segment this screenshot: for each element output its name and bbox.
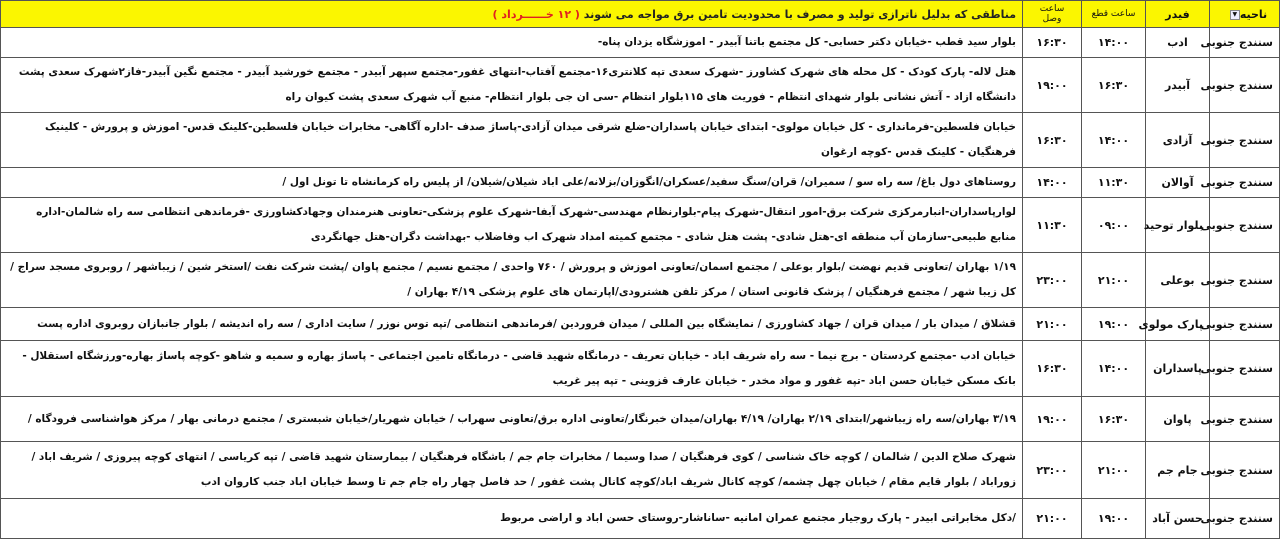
title-text: مناطقی که بدلیل ناترازی تولید و مصرف با محدودیت تامین برق مواجه می شوند [583,7,1016,21]
areas-cell: خیابان ادب -مجتمع کردستان - برج نیما - سه راه شریف اباد - خیابان تعریف - درمانگاه شهید قاضی - درمانگاه تامین اجتماعی - پاساژ بهاره و سمیه و شاهو -کوچه پاساژ بهاره-ورزشگاه استقلال - بانک مسکن خیابان حسن اباد -تپه غفور و مواد مخدر - خیابان عارف قزوینی - تپه پیر غریب [1,341,1023,397]
areas-cell: ۳/۱۹ بهاران/سه راه زیباشهر/ابتدای ۲/۱۹ بهاران/ ۴/۱۹ بهاران/میدان خبرنگار/تعاونی اداره برق/تعاونی سهراب / خیابان شهریار/خیابان شبستری / مجتمع درمانی بهار / مرکز هواشناسی فرودگاه / [1,397,1023,442]
cut-time-cell: ۰۹:۰۰ [1082,198,1146,253]
feeder-cell: پارک مولوی [1146,308,1210,341]
table-row [1,253,1280,308]
table-row [1,198,1280,253]
feeder-cell: جام جم [1146,442,1210,499]
region-cell: سنندج جنوبی [1210,58,1280,113]
header-row [1,1,1280,28]
cut-time-cell: ۲۱:۰۰ [1082,253,1146,308]
areas-cell: ۱/۱۹ بهاران /تعاونی قدیم نهضت /بلوار بوعلی / مجتمع اسمان/تعاونی اموزش و پرورش / ۷۶۰ واحدی / مجتمع نسیم / مجتمع پاوان /پشت شرکت نفت /استخر شین / زیباشهر / روبروی مسجد سراج / کل زیبا شهر / مجتمع فرهنگیان / پزشک قانونی استان / مرکز تلفن هشترودی/اپارتمان های علوم پزشکی ۴/۱۹ بهاران / [1,253,1023,308]
filter-icon[interactable]: ▼ [1230,10,1240,20]
cut-time-cell: ۱۹:۰۰ [1082,308,1146,341]
areas-cell: روستاهای دول باغ/ سه راه سو / سمیران/ قران/سنگ سفید/عسکران/انگوزان/بزلانه/علی اباد شیلان/شیلان/ از پلیس راه کرمانشاه تا تونل اول / [1,168,1023,198]
restore-time-cell: ۱۴:۰۰ [1023,168,1082,198]
feeder-cell: آبیدر [1146,58,1210,113]
cut-time-cell: ۱۹:۰۰ [1082,499,1146,539]
title-date: ( ۱۲ خــــــرداد ) [492,7,580,21]
restore-time-cell: ۱۶:۳۰ [1023,341,1082,397]
header-restore-time: ساعت وصل [1023,1,1082,28]
restore-time-cell: ۱۶:۳۰ [1023,28,1082,58]
table-row [1,113,1280,168]
areas-cell: هتل لاله- پارک کودک - کل محله های شهرک کشاورز -شهرک سعدی تپه کلانتری۱۶-مجتمع آفتاب-انتهای غفور-مجتمع سپهر آبیدر - مجتمع خورشید آبیدر - مجتمع نگین آبیدر-فاز۲شهرک سعدی پشت دانشگاه ازاد - آتش نشانی بلوار شهدای انتظام - فوریت های ۱۱۵بلوار انتظام -سی ان جی بلوار انتظام- منبع آب شهرک سعدی پشت کیوان راه [1,58,1023,113]
feeder-cell: بوعلی [1146,253,1210,308]
region-cell: سنندج جنوبی [1210,198,1280,253]
header-feeder: فیدر [1146,1,1210,28]
table-row [1,308,1280,341]
region-cell: سنندج جنوبی [1210,341,1280,397]
areas-cell: قشلاق / میدان بار / میدان قران / جهاد کشاورزی / نمایشگاه بین المللی / میدان فروردین /فرماندهی انتظامی /تپه توس نوزر / سایت اداری / سه راه اندیشه / بلوار جانبازان روبروی اداره پست [1,308,1023,341]
feeder-cell: حسن آباد [1146,499,1210,539]
table-row [1,168,1280,198]
areas-cell: خیابان فلسطین-فرمانداری - کل خیابان مولوی- ابتدای خیابان پاسداران-ضلع شرقی میدان آزادی-پاساژ صدف -اداره آگاهی- مخابرات خیابان فلسطین-کلینک قدس- اموزش و پرورش - کلینیک فرهنگیان - کلینک قدس -کوچه ارغوان [1,113,1023,168]
region-cell: سنندج جنوبی [1210,442,1280,499]
region-cell: سنندج جنوبی [1210,113,1280,168]
header-title [1,1,1023,28]
feeder-cell: ادب [1146,28,1210,58]
table-row [1,28,1280,58]
areas-cell: بلوار سید قطب -خیابان دکتر حسابی- کل مجتمع باتنا آبیدر - اموزشگاه یزدان پناه- [1,28,1023,58]
feeder-cell: آزادی [1146,113,1210,168]
region-cell: سنندج جنوبی [1210,168,1280,198]
restore-time-cell: ۲۱:۰۰ [1023,499,1082,539]
table-row [1,442,1280,499]
restore-time-cell: ۱۱:۳۰ [1023,198,1082,253]
restore-time-cell: ۲۱:۰۰ [1023,308,1082,341]
restore-time-cell: ۲۳:۰۰ [1023,253,1082,308]
areas-cell: /دکل مخابراتی ابیدر - پارک روجیار مجتمع عمران امانیه -ساناشار-روستای حسن اباد و اراضی مربوط [1,499,1023,539]
cut-time-cell: ۱۱:۳۰ [1082,168,1146,198]
cut-time-cell: ۱۶:۳۰ [1082,397,1146,442]
header-cut-time: ساعت قطع [1082,1,1146,28]
region-cell: سنندج جنوبی [1210,253,1280,308]
table-row [1,397,1280,442]
cut-time-cell: ۱۴:۰۰ [1082,113,1146,168]
cut-time-cell: ۲۱:۰۰ [1082,442,1146,499]
feeder-cell: پاسداران [1146,341,1210,397]
region-cell: سنندج جنوبی [1210,308,1280,341]
cut-time-cell: ۱۴:۰۰ [1082,28,1146,58]
restore-time-cell: ۱۹:۰۰ [1023,58,1082,113]
region-cell: سنندج جنوبی [1210,28,1280,58]
cut-time-cell: ۱۴:۰۰ [1082,341,1146,397]
region-cell: سنندج جنوبی [1210,397,1280,442]
table-row [1,499,1280,539]
cut-time-cell: ۱۶:۳۰ [1082,58,1146,113]
feeder-cell: بلوار توحید [1146,198,1210,253]
table-row [1,341,1280,397]
feeder-cell: آوالان [1146,168,1210,198]
feeder-cell: پاوان [1146,397,1210,442]
restore-time-cell: ۲۳:۰۰ [1023,442,1082,499]
header-region[interactable] [1210,1,1280,28]
header-region-label: ناحیه [1239,7,1268,21]
areas-cell: لوارپاسداران-انبارمرکزی شرکت برق-امور انتقال-شهرک پیام-بلوارنظام مهندسی-شهرک آبفا-شهرک علوم پزشکی-تعاونی هنرمندان وجهادکشاورزی -فرماندهی انتظامی سه راه شالمان-اداره منابع طبیعی-سازمان آب منطقه ای-هتل شادی- پشت هتل شادی - مجتمع کمیته امداد شهرک اب وفاضلاب -بهداشت دگران-هتل جهانگردی [1,198,1023,253]
region-cell: سنندج جنوبی [1210,499,1280,539]
table-row [1,58,1280,113]
areas-cell: شهرک صلاح الدین / شالمان / کوچه خاک شناسی / کوی فرهنگیان / صدا وسیما / مخابرات جام جم / باشگاه فرهنگیان / بیمارستان شهید قاضی / تپه کریاسی / انتهای کوچه پیروزی / شریف اباد / زوراباد / بلوار قایم مقام / خیابان چهل چشمه/ کوچه کانال شریف اباد/کوچه کانال پشت غفور / حد فاصل چهار راه جام جم تا وسط خیابان اباد جنب کاروان ادب [1,442,1023,499]
restore-time-cell: ۱۹:۰۰ [1023,397,1082,442]
restore-time-cell: ۱۶:۳۰ [1023,113,1082,168]
